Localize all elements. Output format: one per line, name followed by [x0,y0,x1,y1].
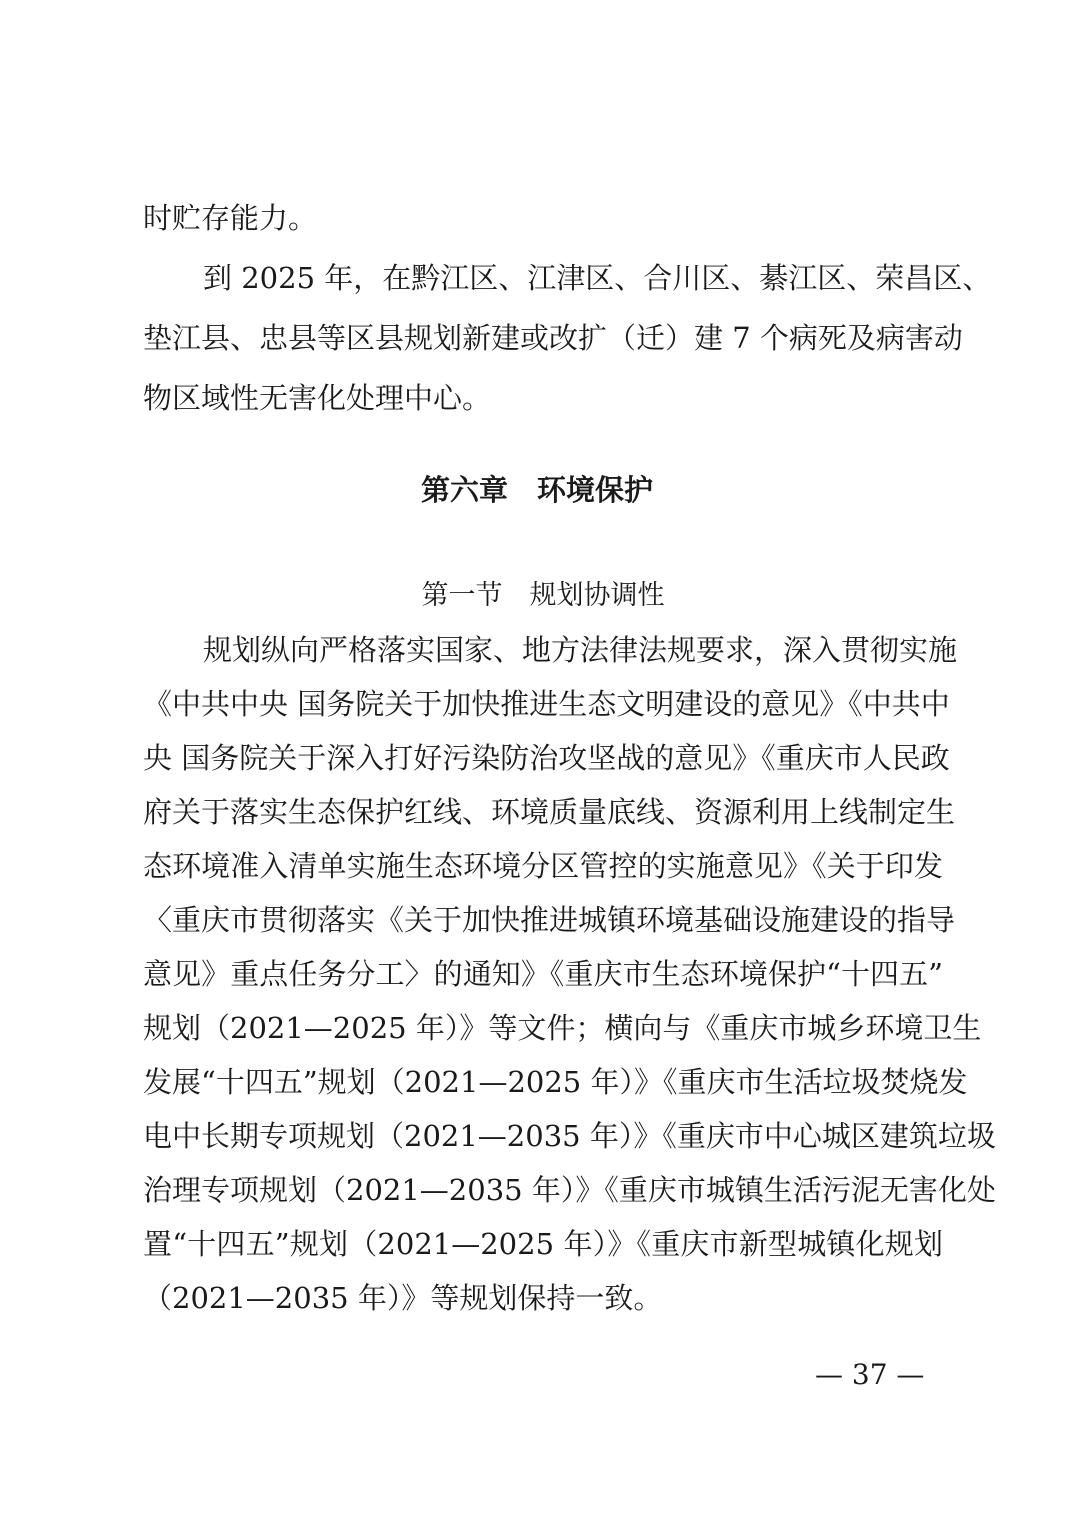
paragraph-line: 意见》重点任务分工〉的通知》《重庆市生态环境保护“十四五” [143,957,943,991]
paragraph-line: 府关于落实生态保护红线、环境质量底线、资源利用上线制定生 [143,795,956,829]
page-number: — 37 — [815,1358,925,1391]
paragraph-line: 到 2025 年，在黔江区、江津区、合川区、綦江区、荣昌区、 [203,261,992,295]
section-title: 第一节 规划协调性 [421,580,665,611]
paragraph-line: 发展“十四五”规划（2021—2025 年）》《重庆市生活垃圾焚烧发 [143,1065,968,1099]
paragraph-line: 〈重庆市贯彻落实《关于加快推进城镇环境基础设施建设的指导 [143,903,956,937]
paragraph-line: 物区域性无害化处理中心。 [143,381,492,415]
paragraph-line: 态环境准入清单实施生态环境分区管控的实施意见》《关于印发 [143,849,943,883]
paragraph-line: 规划纵向严格落实国家、地方法律法规要求，深入贯彻实施 [203,633,958,667]
paragraph-line: （2021—2035 年）》等规划保持一致。 [143,1281,663,1315]
chapter-title: 第六章 环境保护 [420,473,653,507]
paragraph-line: 央 国务院关于深入打好污染防治攻坚战的意见》《重庆市人民政 [143,741,950,775]
paragraph-line: 治理专项规划（2021—2035 年）》《重庆市城镇生活污泥无害化处 [143,1173,996,1207]
paragraph-line: 规划（2021—2025 年）》等文件；横向与《重庆市城乡环境卫生 [143,1011,982,1045]
paragraph-line: 《中共中央 国务院关于加快推进生态文明建设的意见》《中共中 [143,687,950,721]
paragraph-line: 电中长期专项规划（2021—2035 年）》《重庆市中心城区建筑垃圾 [143,1119,996,1153]
paragraph-line: 置“十四五”规划（2021—2025 年）》《重庆市新型城镇化规划 [143,1227,943,1261]
paragraph-line: 垫江县、忠县等区县规划新建或改扩（迁）建 7 个病死及病害动 [143,321,963,355]
paragraph-line: 时贮存能力。 [143,201,318,235]
